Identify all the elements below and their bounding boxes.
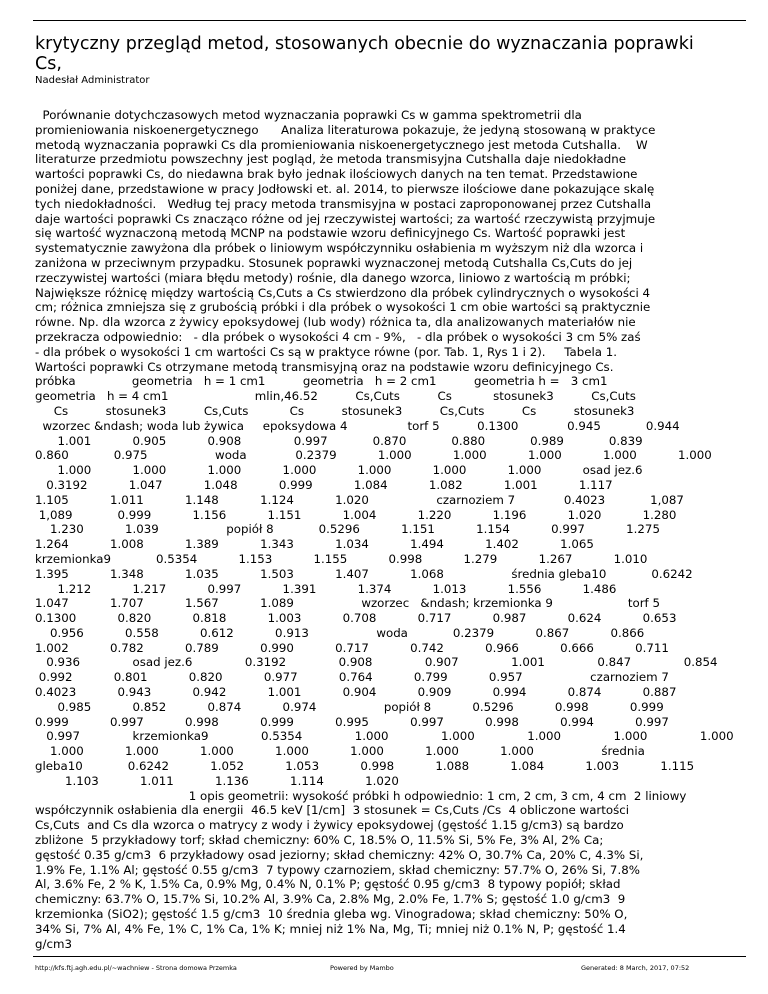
body-line: przekracza odpowiednio: - dla próbek o wysokości 4 cm - 9%, - dla próbek o wysokości 3 cm 5% zaś [35,329,641,344]
body-line: 34% Si, 7% Al, 4% Fe, 1% C, 1% Ca, 1% K; mniej niż 1% Na, Mg, Ti; mniej niż 0.1% N, P; gęstość 1.4 [35,921,626,936]
bottom-rule [33,956,746,957]
body-line: współczynnik osłabienia dla energii 46.5 keV [1/cm] 3 stosunek = Cs,Cuts /Cs 4 obliczone wartości [35,803,630,818]
body-line: 1.264 1.008 1.389 1.343 1.034 1.494 1.402 1.065 [35,537,594,552]
footer-powered-by: Powered by Mambo [330,964,394,972]
article-title-line: Cs, [35,54,62,74]
body-line: 1.001 0.905 0.908 0.997 0.870 0.880 0.989 0.839 [35,433,643,448]
body-line: 0.1300 0.820 0.818 1.003 0.708 0.717 0.987 0.624 0.653 [35,611,677,626]
body-line: 0.956 0.558 0.612 0.913 woda 0.2379 0.867 0.866 [35,625,645,640]
body-line: Porównanie dotychczasowych metod wyznaczania poprawki Cs w gamma spektrometrii dla [35,108,582,122]
body-line: próbka geometria h = 1 cm1 geometria h = 2 cm1 geometria h = 3 cm1 [35,374,608,389]
body-line: zbliżone 5 przykładowy torf; skład chemiczny: 60% C, 18.5% O, 11.5% Si, 5% Fe, 3% Al, 2% Ca; [35,833,604,848]
body-line: 0.992 0.801 0.820 0.977 0.764 0.799 0.957 czarnoziem 7 [35,670,669,685]
body-line: 1.047 1.707 1.567 1.089 wzorzec &ndash; krzemionka 9 torf 5 [35,596,660,611]
body-line: 1,089 0.999 1.156 1.151 1.004 1.220 1.196 1.020 1.280 [35,507,677,522]
body-line: 0.997 krzemionka9 0.5354 1.000 1.000 1.000 1.000 1.000 [35,729,734,744]
body-line: 1.9% Fe, 1.1% Al; gęstość 0.55 g/cm3 7 typowy czarnoziem, skład chemiczny: 57.7% O, 26% Si, 7.8% [35,862,640,877]
article-body [35,108,750,951]
body-line: g/cm3 [35,936,72,951]
body-line: daje wartości poprawki Cs znacząco różne od jej rzeczywistej wartości; za wartość rzeczywistą przyjmuje [35,211,656,226]
body-line: zaniżona w przeciwnym przypadku. Stosunek poprawki wyznaczonej metodą Cutshalla Cs,Cuts do jej [35,255,633,270]
body-line: Wartości poprawki Cs otrzymane metodą transmisyjną oraz na podstawie wzoru definicyjnego Cs. [35,359,614,374]
body-line: rzeczywistej wartości (miara błędu metody) rośnie, dla danego wzorca, liniowo z wartością m próbki; [35,270,631,285]
body-line: wartości poprawki Cs, do niedawna brak było jednak ilościowych danych na ten temat. Przedstawione [35,167,638,182]
body-line: Al, 3.6% Fe, 2 % K, 1.5% Ca, 0.9% Mg, 0.4% N, 0.1% P; gęstość 0.95 g/cm3 8 typowy popiół; skład [35,877,621,892]
body-line: się wartość wyznaczoną metodą MCNP na podstawie wzoru definicyjnego Cs. Wartość poprawki jest [35,226,626,241]
body-line: geometria h = 4 cm1 mlin,46.52 Cs,Cuts Cs stosunek3 Cs,Cuts [35,389,636,404]
body-line: 0.3192 1.047 1.048 0.999 1.084 1.082 1.001 1.117 [35,477,613,492]
body-line: promieniowania niskoenergetycznego Analiza literaturowa pokazuje, że jedyną stosowaną w praktyce [35,122,656,137]
body-line: 0.4023 0.943 0.942 1.001 0.904 0.909 0.994 0.874 0.887 [35,685,677,700]
body-line: 1.103 1.011 1.136 1.114 1.020 [35,773,399,788]
body-line: chemiczny: 63.7% O, 15.7% Si, 10.2% Al, 3.9% Ca, 2.8% Mg, 2.0% Fe, 1.7% S; gęstość 1.0 g/cm3 9 [35,892,626,907]
body-line: Największe różnicę między wartością Cs,Cuts a Cs stwierdzono dla próbek cylindrycznych o wysokości 4 [35,285,651,300]
body-line: 1.002 0.782 0.789 0.990 0.717 0.742 0.966 0.666 0.711 [35,640,669,655]
body-line: 1.395 1.348 1.035 1.503 1.407 1.068 średnia gleba10 0.6242 [35,566,693,581]
footer-site-link[interactable]: http://kfs.ftj.agh.edu.pl/~wachniew - Strona domowa Przemka [35,964,237,972]
body-line: cm; różnica zmniejsza się z grubością próbki i dla próbek o wysokości 1 cm obie wartości są praktycznie [35,300,651,315]
footer-generated-date: Generated: 8 March, 2017, 07:52 [581,964,690,972]
body-line: 0.860 0.975 woda 0.2379 1.000 1.000 1.000 1.000 1.000 [35,448,712,463]
body-line: 0.999 0.997 0.998 0.999 0.995 0.997 0.998 0.994 0.997 [35,714,669,729]
body-line: literaturze przedmiotu powszechny jest pogląd, że metoda transmisyjna Cutshalla daje niedokładne [35,152,626,167]
body-line: krzemionka9 0.5354 1.153 1.155 0.998 1.279 1.267 1.010 [35,551,648,566]
body-line: wzorzec &ndash; woda lub żywica epoksydowa 4 torf 5 0.1300 0.945 0.944 [35,418,680,433]
author-line: Nadesłał Administrator [35,75,150,86]
body-line: systematycznie zawyżona dla próbek o liniowym współczynniku osłabienia m wyższym niż dla wzorca i [35,241,644,256]
body-line: 0.936 osad jez.6 0.3192 0.908 0.907 1.001 0.847 0.854 [35,655,718,670]
top-rule [33,20,746,21]
article-title [35,34,745,74]
article-title-line: krytyczny przegląd metod, stosowanych obecnie do wyznaczania poprawki [35,34,694,54]
body-line: - dla próbek o wysokości 1 cm wartości Cs są w praktyce równe (por. Tab. 1, Rys 1 i 2). Tabela 1. [35,344,618,359]
body-line: tych niedokładności. Według tej pracy metoda transmisyjna w postaci zaproponowanej przez Cutshalla [35,196,652,211]
body-line: gęstość 0.35 g/cm3 6 przykładowy osad jeziorny; skład chemiczny: 42% O, 30.7% Ca, 20% C, 4.3% Si, [35,847,644,862]
body-line: 1.000 1.000 1.000 1.000 1.000 1.000 1.000 średnia [35,744,645,759]
body-line: poniżej dane, przedstawione w pracy Jodłowski et. al. 2014, to pierwsze ilościowe dane pokazujące skalę [35,181,655,196]
body-line: równe. Np. dla wzorca z żywicy epoksydowej (lub wody) różnica ta, dla analizowanych materiałów nie [35,315,636,330]
body-line: metodą wyznaczania poprawki Cs dla promieniowania niskoenergetycznego jest metoda Cutshalla. W [35,137,648,152]
body-line: 1.230 1.039 popiół 8 0.5296 1.151 1.154 0.997 1.275 [35,522,660,537]
body-line: 1.000 1.000 1.000 1.000 1.000 1.000 1.000 osad jez.6 [35,463,643,478]
body-line: 0.985 0.852 0.874 0.974 popiół 8 0.5296 0.998 0.999 [35,699,664,714]
body-line: 1.105 1.011 1.148 1.124 1.020 czarnoziem 7 0.4023 1,087 [35,492,684,507]
body-line: Cs,Cuts and Cs dla wzorca o matrycy z wody i żywicy epoksydowej (gęstość 1.15 g/cm3) są bardzo [35,818,624,833]
body-line: Cs stosunek3 Cs,Cuts Cs stosunek3 Cs,Cuts Cs stosunek3 [35,403,635,418]
body-line: 1 opis geometrii: wysokość próbki h odpowiednio: 1 cm, 2 cm, 3 cm, 4 cm 2 liniowy [35,788,687,803]
body-line: 1.212 1.217 0.997 1.391 1.374 1.013 1.556 1.486 [35,581,617,596]
body-line: gleba10 0.6242 1.052 1.053 0.998 1.088 1.084 1.003 1.115 [35,759,695,774]
body-line: krzemionka (SiO2); gęstość 1.5 g/cm3 10 średnia gleba wg. Vinogradowa; skład chemiczny: 50% O, [35,907,628,922]
